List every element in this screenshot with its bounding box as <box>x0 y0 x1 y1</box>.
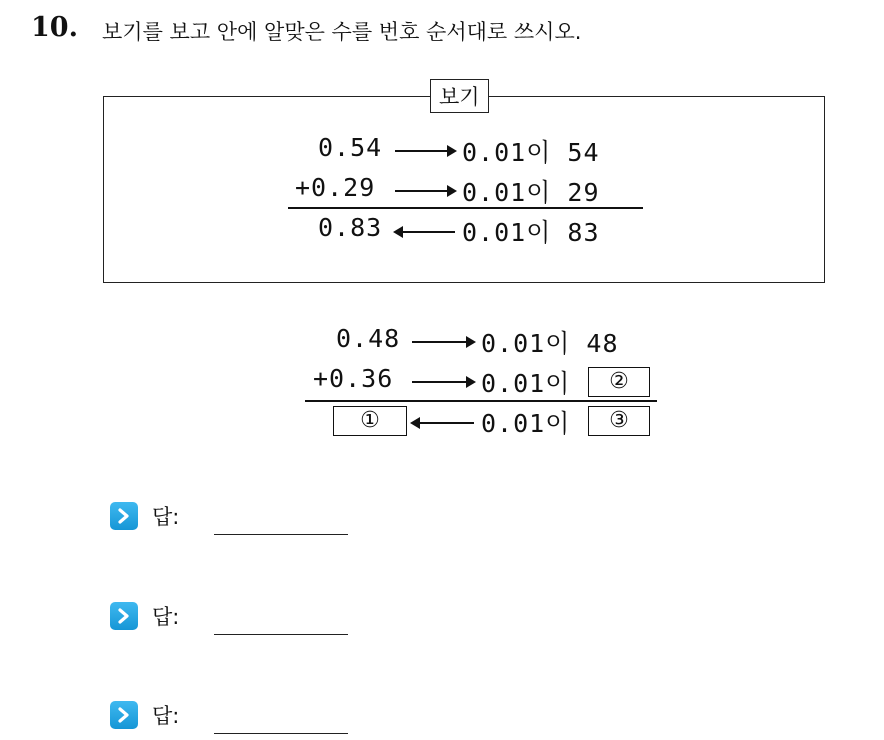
example-sum-rule <box>288 207 643 209</box>
problem-row2-arrow <box>412 381 474 383</box>
chevron-right-icon <box>110 502 138 530</box>
question-text: 보기를 보고 안에 알맞은 수를 번호 순서대로 쓰시오. <box>102 20 582 44</box>
answer-line-1[interactable] <box>214 534 348 535</box>
example-row3-left: 0.83 <box>318 213 383 242</box>
answer-label: 답: <box>152 605 180 629</box>
problem-row1-arrow <box>412 341 474 343</box>
example-row2-left: +0.29 <box>295 173 376 202</box>
problem-sum-rule <box>305 400 657 402</box>
example-row1-right: 0.01이 54 <box>462 138 600 167</box>
blank-box-2[interactable]: ② <box>588 367 650 397</box>
answer-line-2[interactable] <box>214 634 348 635</box>
problem-row2-left: +0.36 <box>313 364 394 393</box>
example-row3-arrow <box>395 231 455 233</box>
example-row3-right: 0.01이 83 <box>462 218 600 247</box>
problem-row3-right: 0.01이 <box>481 409 571 438</box>
question-number: 10. <box>31 12 78 43</box>
problem-row1-left: 0.48 <box>336 324 401 353</box>
example-row2-right: 0.01이 29 <box>462 178 600 207</box>
example-row1-left: 0.54 <box>318 133 383 162</box>
answer-label: 답: <box>152 704 180 728</box>
example-row2-arrow <box>395 190 455 192</box>
chevron-right-icon <box>110 602 138 630</box>
problem-row1-right: 0.01이 48 <box>481 329 619 358</box>
example-label: 보기 <box>430 79 489 113</box>
problem-row3-arrow <box>412 422 474 424</box>
example-row1-arrow <box>395 150 455 152</box>
answer-label: 답: <box>152 505 180 529</box>
problem-row2-right: 0.01이 <box>481 369 571 398</box>
blank-box-1[interactable]: ① <box>333 406 407 436</box>
answer-line-3[interactable] <box>214 733 348 734</box>
blank-box-3[interactable]: ③ <box>588 406 650 436</box>
chevron-right-icon <box>110 701 138 729</box>
